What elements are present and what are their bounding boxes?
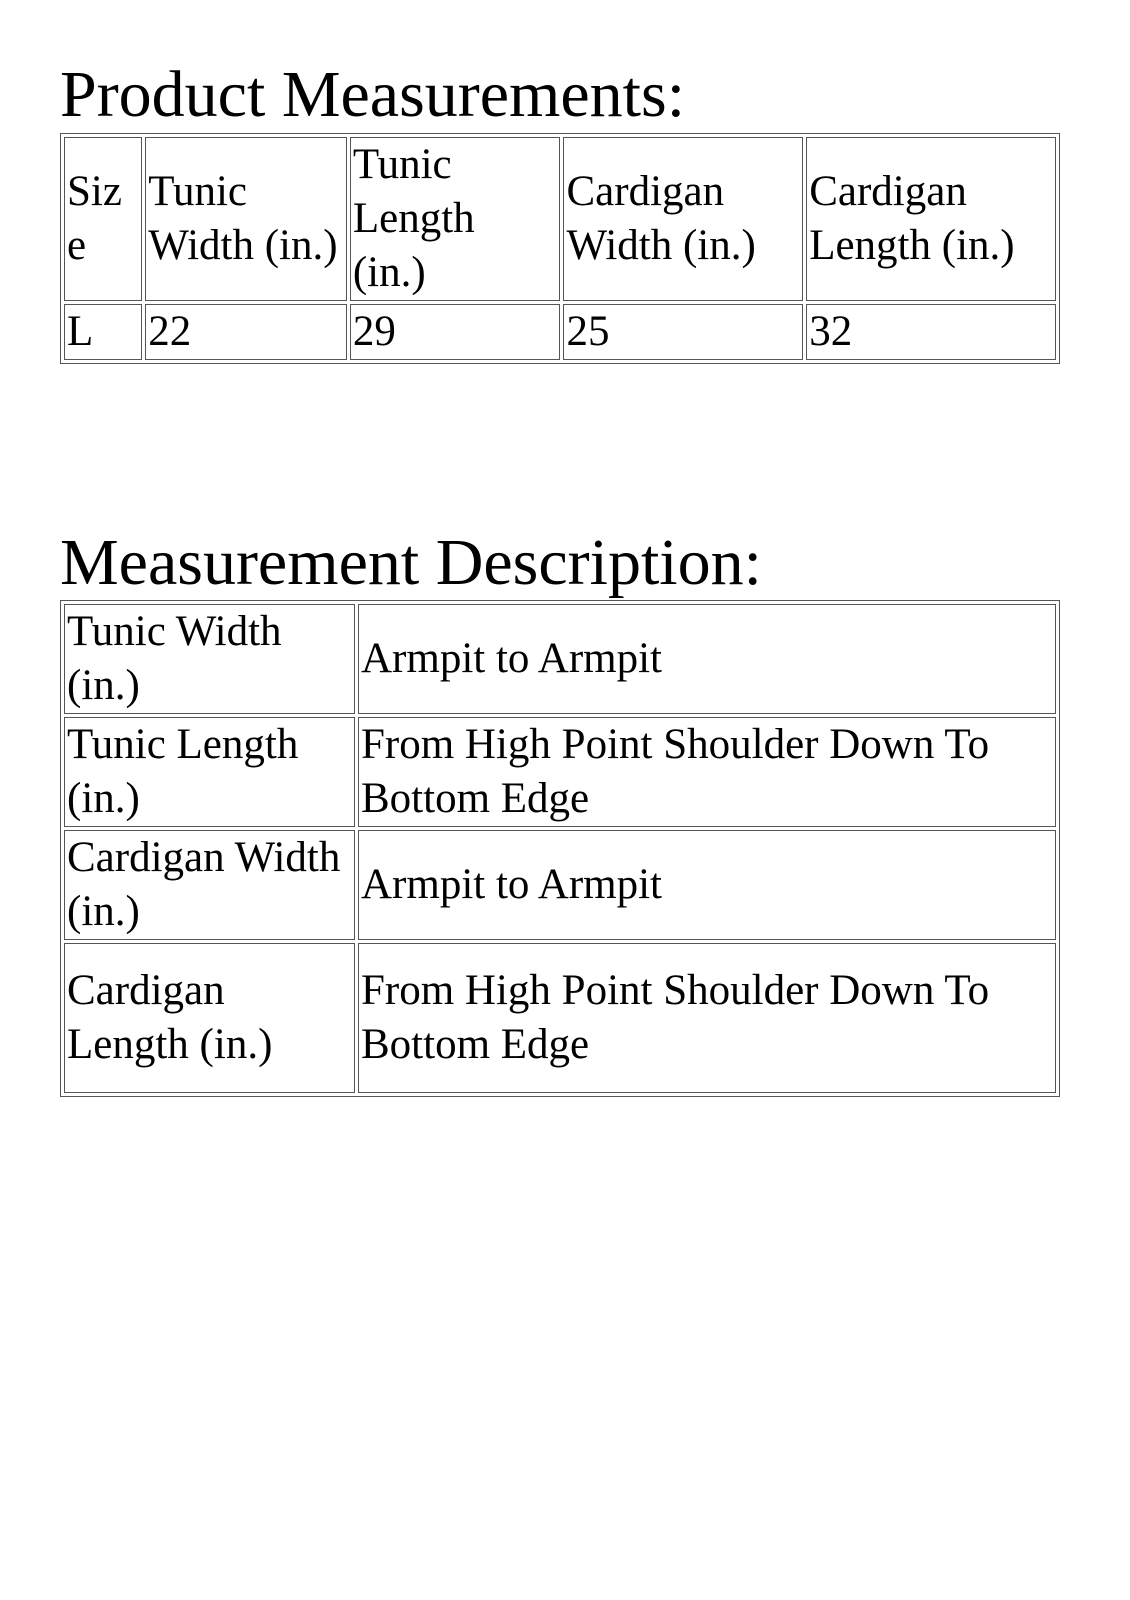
table-header-row bbox=[64, 137, 1056, 301]
description-text: From High Point Shoulder Down To Bottom Edge bbox=[358, 943, 1056, 1093]
product-measurements-title: Product Measurements: bbox=[60, 58, 686, 131]
header-tunic-length: Tunic Length (in.) bbox=[350, 137, 561, 301]
header-cardigan-width: Cardigan Width (in.) bbox=[563, 137, 803, 301]
product-measurements-table bbox=[60, 133, 1060, 364]
cell-tunic-width: 22 bbox=[145, 304, 347, 360]
cell-cardigan-width: 25 bbox=[563, 304, 803, 360]
description-text: Armpit to Armpit bbox=[358, 830, 1056, 940]
header-cardigan-length: Cardigan Length (in.) bbox=[806, 137, 1056, 301]
cell-cardigan-length: 32 bbox=[806, 304, 1056, 360]
description-label: Cardigan Length (in.) bbox=[64, 943, 355, 1093]
description-label: Tunic Length (in.) bbox=[64, 717, 355, 827]
cell-size: L bbox=[64, 304, 142, 360]
description-label: Cardigan Width (in.) bbox=[64, 830, 355, 940]
measurement-description-title: Measurement Description: bbox=[60, 526, 762, 599]
table-row bbox=[64, 943, 1056, 1093]
header-size: Size bbox=[64, 137, 142, 301]
table-row bbox=[64, 717, 1056, 827]
measurement-description-table bbox=[60, 600, 1060, 1097]
cell-tunic-length: 29 bbox=[350, 304, 561, 360]
header-tunic-width: Tunic Width (in.) bbox=[145, 137, 347, 301]
description-text: Armpit to Armpit bbox=[358, 604, 1056, 714]
table-row bbox=[64, 304, 1056, 360]
table-row bbox=[64, 604, 1056, 714]
description-text: From High Point Shoulder Down To Bottom Edge bbox=[358, 717, 1056, 827]
table-row bbox=[64, 830, 1056, 940]
description-label: Tunic Width (in.) bbox=[64, 604, 355, 714]
